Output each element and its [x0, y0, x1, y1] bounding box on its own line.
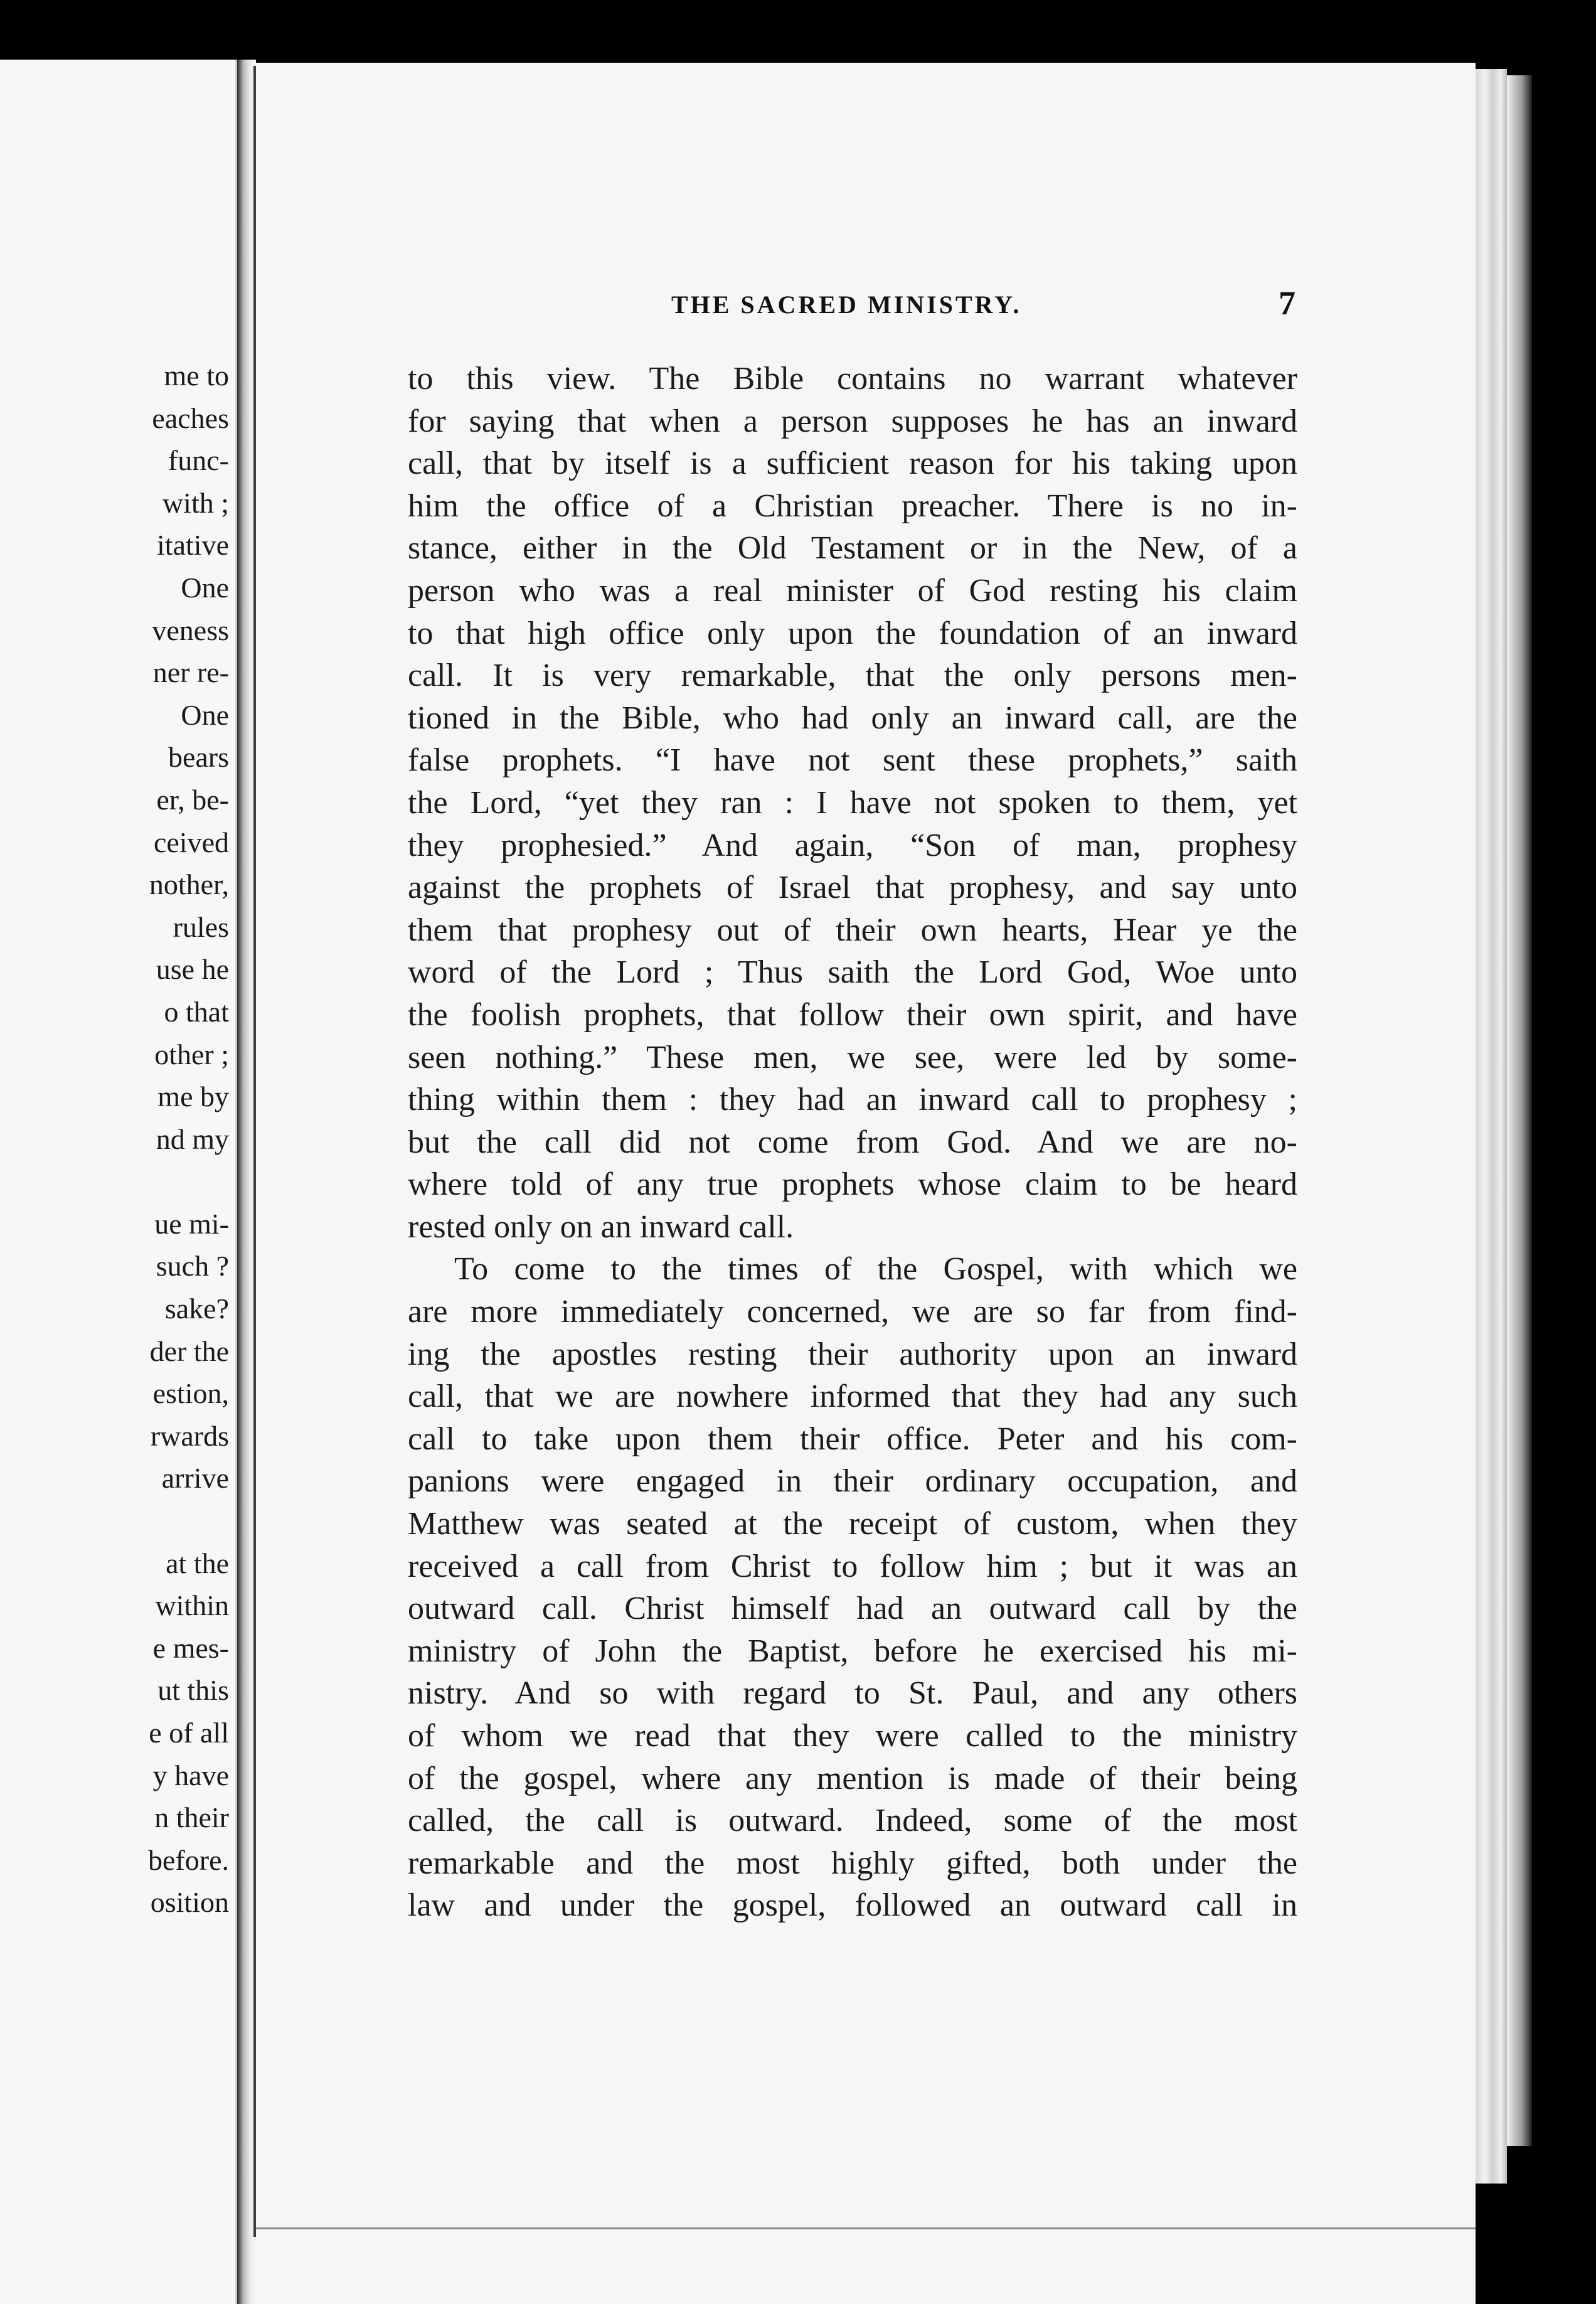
left-fragment-line: sake? — [164, 1293, 229, 1325]
text-line: received a call from Christ to follow him ; but it was an — [408, 1548, 1297, 1584]
text-line: against the prophets of Israel that prophesy, and say unto — [408, 870, 1297, 906]
text-line: called, the call is outward. Indeed, some of the most — [408, 1803, 1297, 1839]
left-fragment-line: arrive — [161, 1462, 229, 1495]
text-line: to that high office only upon the foundation of an inward — [408, 615, 1297, 651]
left-fragment-line: ut this — [157, 1674, 229, 1707]
text-line: him the office of a Christian preacher. There is no in- — [408, 488, 1297, 524]
left-fragment-line: der the — [149, 1335, 229, 1367]
text-line: to this view. The Bible contains no warrant whatever — [408, 361, 1297, 397]
text-line: word of the Lord ; Thus saith the Lord God, Woe unto — [408, 954, 1297, 991]
left-fragment-line: itative — [157, 529, 229, 562]
text-line: ministry of John the Baptist, before he exercised his mi- — [408, 1633, 1297, 1669]
page-number: 7 — [1279, 284, 1295, 322]
text-line: call. It is very remarkable, that the only persons men- — [408, 658, 1297, 694]
left-fragment-line: other ; — [154, 1038, 229, 1070]
left-page-text-fragments — [148, 355, 229, 1924]
left-fragment-line: er, be- — [156, 783, 229, 816]
left-fragment-line: osition — [150, 1886, 229, 1919]
left-fragment-line: y have — [152, 1759, 229, 1791]
left-fragment-line: rules — [173, 910, 229, 943]
running-head: THE SACRED MINISTRY. — [671, 291, 1022, 319]
left-fragment-line: such ? — [156, 1250, 229, 1283]
text-line: person who was a real minister of God resting his claim — [408, 572, 1297, 609]
text-line: ing the apostles resting their authority upon an inward — [408, 1336, 1297, 1372]
left-fragment-line: use he — [156, 953, 229, 986]
left-fragment-line: nother, — [149, 868, 229, 901]
text-line: seen nothing.” These men, we see, were led by some- — [408, 1039, 1297, 1075]
text-line: the foolish prophets, that follow their own spirit, and have — [408, 996, 1297, 1033]
text-line: outward call. Christ himself had an outward call by the — [408, 1591, 1297, 1627]
left-fragment-gap — [148, 1160, 229, 1203]
left-fragment-line: One — [181, 571, 229, 604]
left-fragment-line: ue mi- — [154, 1207, 229, 1240]
text-line: the Lord, “yet they ran : I have not spoken to them, yet — [408, 784, 1297, 821]
text-line: for saying that when a person supposes he has an inward — [408, 403, 1297, 439]
left-fragment-line: e mes- — [152, 1631, 229, 1664]
left-fragment-line: with ; — [162, 486, 229, 519]
text-line: they prophesied.” And again, “Son of man, prophesy — [408, 827, 1297, 863]
text-line: nistry. And so with regard to St. Paul, and any others — [408, 1675, 1297, 1712]
left-fragment-line: n their — [154, 1801, 229, 1834]
left-fragment-line: ner re- — [152, 656, 229, 689]
text-line: of whom we read that they were called to the ministry — [408, 1718, 1297, 1754]
left-fragment-line: within — [155, 1589, 229, 1622]
text-line: panions were engaged in their ordinary occupation, and — [408, 1463, 1297, 1500]
text-line: them that prophesy out of their own hearts, Hear ye the — [408, 912, 1297, 948]
left-fragment-line: ceived — [153, 826, 229, 858]
left-fragment-line: veness — [152, 614, 229, 646]
text-line: Matthew was seated at the receipt of custom, when they — [408, 1506, 1297, 1542]
text-line: stance, either in the Old Testament or in the New, of a — [408, 530, 1297, 567]
left-fragment-line: at the — [166, 1547, 229, 1579]
text-line: are more immediately concerned, we are so far from find- — [408, 1294, 1297, 1330]
left-fragment-line: estion, — [152, 1377, 229, 1410]
left-facing-page — [0, 60, 237, 2304]
left-fragment-line: e of all — [149, 1717, 229, 1749]
text-line: call, that by itself is a sufficient reason for his taking upon — [408, 445, 1297, 482]
text-line: remarkable and the most highly gifted, both under the — [408, 1845, 1297, 1881]
text-line: but the call did not come from God. And we are no- — [408, 1124, 1297, 1160]
left-fragment-line: nd my — [156, 1123, 229, 1155]
left-fragment-line: rwards — [150, 1419, 229, 1452]
text-line: false prophets. “I have not sent these prophets,” saith — [408, 742, 1297, 779]
text-line: call, that we are nowhere informed that they had any such — [408, 1379, 1297, 1415]
text-line: law and under the gospel, followed an outward call in — [408, 1887, 1297, 1924]
left-fragment-line: me to — [164, 360, 229, 392]
cover-edge — [1507, 75, 1532, 2146]
left-fragment-gap — [148, 1500, 229, 1542]
text-line: of the gospel, where any mention is made of their being — [408, 1760, 1297, 1796]
left-fragment-line: before. — [148, 1843, 229, 1876]
text-line: thing within them : they had an inward call to prophesy ; — [408, 1082, 1297, 1118]
text-line: tioned in the Bible, who had only an inward call, are the — [408, 700, 1297, 736]
left-fragment-line: o that — [164, 995, 229, 1028]
left-fragment-line: bears — [168, 741, 229, 774]
paragraph-last-line: rested only on an inward call. — [408, 1208, 794, 1245]
left-fragment-line: One — [181, 698, 229, 731]
left-fragment-line: eaches — [152, 402, 229, 434]
page-bottom-edge — [256, 2227, 1476, 2229]
left-fragment-line: me by — [157, 1080, 229, 1113]
text-line: where told of any true prophets whose claim to be heard — [408, 1166, 1297, 1203]
paragraph-first-line: To come to the times of the Gospel, with which we — [454, 1251, 1297, 1288]
text-line: call to take upon them their office. Peter and his com- — [408, 1421, 1297, 1457]
body-text — [408, 358, 1297, 1927]
page-edge-stack — [1476, 69, 1507, 2184]
left-fragment-line: func- — [168, 444, 229, 477]
